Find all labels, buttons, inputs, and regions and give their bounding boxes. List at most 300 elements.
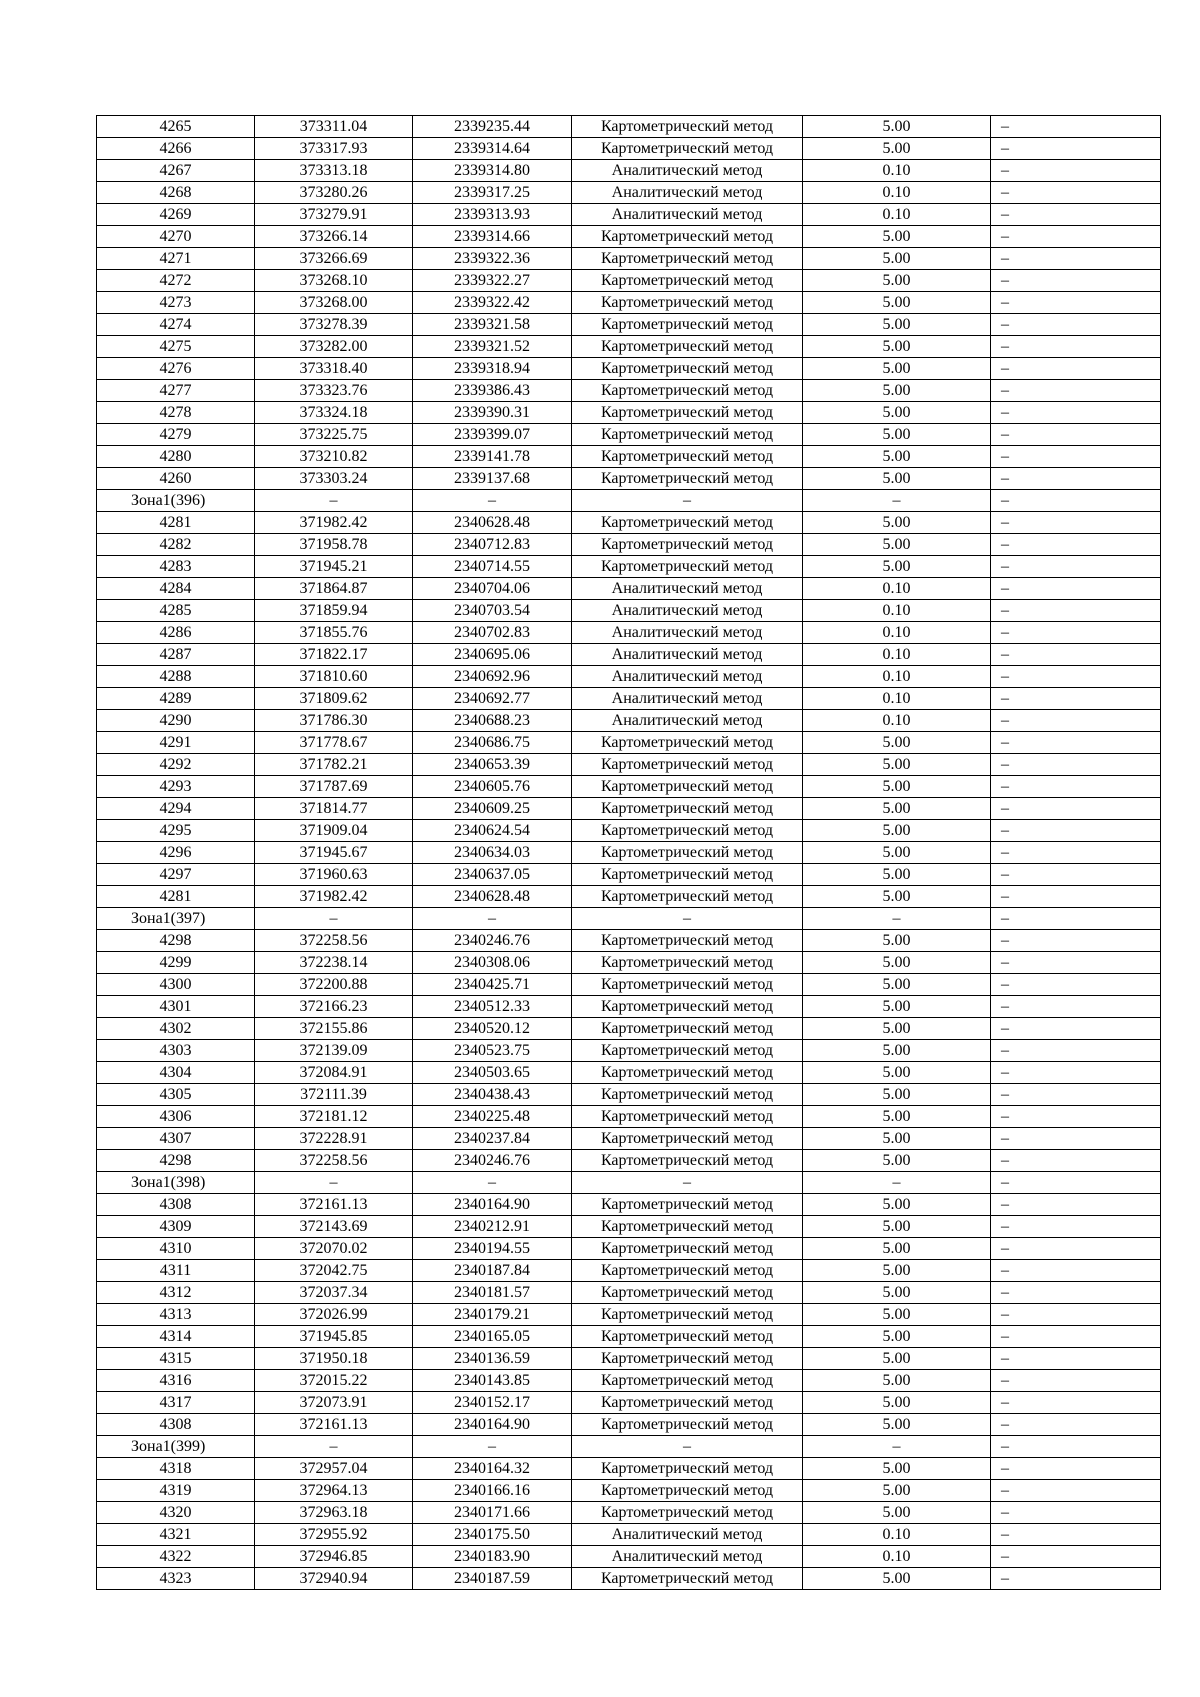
description-cell: – <box>991 930 1161 952</box>
table-row <box>97 160 1161 182</box>
method-cell: Картометрический метод <box>572 248 803 270</box>
point-number-cell: 4278 <box>97 402 255 424</box>
table-row <box>97 886 1161 908</box>
method-cell: – <box>572 1172 803 1194</box>
point-number-cell: 4294 <box>97 798 255 820</box>
point-number-cell: 4267 <box>97 160 255 182</box>
accuracy-cell: 0.10 <box>803 1546 991 1568</box>
coord-x-cell: 372181.12 <box>255 1106 413 1128</box>
accuracy-cell: 5.00 <box>803 468 991 490</box>
method-cell: Картометрический метод <box>572 1370 803 1392</box>
table-row <box>97 974 1161 996</box>
coord-y-cell: 2340695.06 <box>413 644 572 666</box>
description-cell: – <box>991 776 1161 798</box>
method-cell: Картометрический метод <box>572 226 803 248</box>
coord-x-cell: 372238.14 <box>255 952 413 974</box>
method-cell: Картометрический метод <box>572 292 803 314</box>
table-row <box>97 1062 1161 1084</box>
table-row <box>97 336 1161 358</box>
table-row <box>97 402 1161 424</box>
point-number-cell: 4286 <box>97 622 255 644</box>
description-cell: – <box>991 600 1161 622</box>
coord-x-cell: 373311.04 <box>255 116 413 138</box>
coord-y-cell: 2340165.05 <box>413 1326 572 1348</box>
coord-y-cell: 2339317.25 <box>413 182 572 204</box>
description-cell: – <box>991 908 1161 930</box>
table-row <box>97 226 1161 248</box>
table-row <box>97 842 1161 864</box>
method-cell: Картометрический метод <box>572 116 803 138</box>
accuracy-cell: 5.00 <box>803 1568 991 1590</box>
coord-y-cell: 2340702.83 <box>413 622 572 644</box>
description-cell: – <box>991 336 1161 358</box>
point-number-cell: 4311 <box>97 1260 255 1282</box>
coord-x-cell: 371855.76 <box>255 622 413 644</box>
coord-x-cell: 373323.76 <box>255 380 413 402</box>
description-cell: – <box>991 490 1161 512</box>
accuracy-cell: 0.10 <box>803 578 991 600</box>
description-cell: – <box>991 446 1161 468</box>
point-number-cell: 4323 <box>97 1568 255 1590</box>
point-number-cell: 4300 <box>97 974 255 996</box>
coord-y-cell: – <box>413 1436 572 1458</box>
description-cell: – <box>991 1458 1161 1480</box>
method-cell: Картометрический метод <box>572 732 803 754</box>
table-row <box>97 622 1161 644</box>
description-cell: – <box>991 688 1161 710</box>
table-row <box>97 1040 1161 1062</box>
table-row <box>97 248 1161 270</box>
method-cell: Аналитический метод <box>572 578 803 600</box>
coord-y-cell: – <box>413 908 572 930</box>
coord-y-cell: 2340653.39 <box>413 754 572 776</box>
coord-x-cell: 372258.56 <box>255 930 413 952</box>
accuracy-cell: 0.10 <box>803 160 991 182</box>
coord-x-cell: 372042.75 <box>255 1260 413 1282</box>
table-row <box>97 1216 1161 1238</box>
accuracy-cell: 5.00 <box>803 820 991 842</box>
description-cell: – <box>991 1436 1161 1458</box>
accuracy-cell: 0.10 <box>803 182 991 204</box>
method-cell: Картометрический метод <box>572 534 803 556</box>
description-cell: – <box>991 886 1161 908</box>
accuracy-cell: 5.00 <box>803 1084 991 1106</box>
accuracy-cell: 5.00 <box>803 446 991 468</box>
accuracy-cell: 5.00 <box>803 1128 991 1150</box>
point-number-cell: 4272 <box>97 270 255 292</box>
description-cell: – <box>991 1062 1161 1084</box>
accuracy-cell: 5.00 <box>803 1348 991 1370</box>
point-number-cell: 4298 <box>97 930 255 952</box>
coord-x-cell: 371809.62 <box>255 688 413 710</box>
description-cell: – <box>991 1194 1161 1216</box>
point-number-cell: 4312 <box>97 1282 255 1304</box>
coord-x-cell: 372143.69 <box>255 1216 413 1238</box>
coord-x-cell: 373279.91 <box>255 204 413 226</box>
description-cell: – <box>991 754 1161 776</box>
description-cell: – <box>991 424 1161 446</box>
point-number-cell: 4268 <box>97 182 255 204</box>
coord-y-cell: 2339318.94 <box>413 358 572 380</box>
coord-y-cell: 2340179.21 <box>413 1304 572 1326</box>
point-number-cell: 4281 <box>97 512 255 534</box>
table-row <box>97 600 1161 622</box>
coord-x-cell: 373282.00 <box>255 336 413 358</box>
description-cell: – <box>991 622 1161 644</box>
description-cell: – <box>991 248 1161 270</box>
table-row <box>97 138 1161 160</box>
coord-y-cell: 2340246.76 <box>413 1150 572 1172</box>
coord-y-cell: 2340183.90 <box>413 1546 572 1568</box>
description-cell: – <box>991 1480 1161 1502</box>
coord-y-cell: 2340212.91 <box>413 1216 572 1238</box>
coord-y-cell: 2340171.66 <box>413 1502 572 1524</box>
coord-x-cell: 371864.87 <box>255 578 413 600</box>
coord-y-cell: 2340152.17 <box>413 1392 572 1414</box>
method-cell: Картометрический метод <box>572 930 803 952</box>
coord-y-cell: 2340634.03 <box>413 842 572 864</box>
method-cell: Картометрический метод <box>572 1238 803 1260</box>
method-cell: Картометрический метод <box>572 1282 803 1304</box>
point-number-cell: 4288 <box>97 666 255 688</box>
coord-y-cell: 2339141.78 <box>413 446 572 468</box>
description-cell: – <box>991 204 1161 226</box>
description-cell: – <box>991 1018 1161 1040</box>
coord-y-cell: 2339322.42 <box>413 292 572 314</box>
table-row <box>97 1546 1161 1568</box>
method-cell: Картометрический метод <box>572 1304 803 1326</box>
description-cell: – <box>991 1326 1161 1348</box>
coord-x-cell: – <box>255 1172 413 1194</box>
coord-y-cell: 2339321.58 <box>413 314 572 336</box>
coord-x-cell: – <box>255 908 413 930</box>
point-number-cell: 4291 <box>97 732 255 754</box>
accuracy-cell: 5.00 <box>803 1370 991 1392</box>
accuracy-cell: 5.00 <box>803 1502 991 1524</box>
zone-header-row <box>97 1172 1161 1194</box>
coord-x-cell: 372228.91 <box>255 1128 413 1150</box>
description-cell: – <box>991 1370 1161 1392</box>
accuracy-cell: 0.10 <box>803 666 991 688</box>
description-cell: – <box>991 314 1161 336</box>
method-cell: Аналитический метод <box>572 160 803 182</box>
description-cell: – <box>991 864 1161 886</box>
point-number-cell: 4316 <box>97 1370 255 1392</box>
method-cell: Аналитический метод <box>572 644 803 666</box>
coord-x-cell: – <box>255 1436 413 1458</box>
table-row <box>97 754 1161 776</box>
point-number-cell: 4284 <box>97 578 255 600</box>
table-row <box>97 1018 1161 1040</box>
table-row <box>97 1106 1161 1128</box>
description-cell: – <box>991 974 1161 996</box>
point-number-cell: 4287 <box>97 644 255 666</box>
method-cell: Картометрический метод <box>572 1348 803 1370</box>
accuracy-cell: 5.00 <box>803 996 991 1018</box>
coord-y-cell: 2340166.16 <box>413 1480 572 1502</box>
description-cell: – <box>991 1150 1161 1172</box>
table-row <box>97 1326 1161 1348</box>
method-cell: Картометрический метод <box>572 270 803 292</box>
description-cell: – <box>991 182 1161 204</box>
description-cell: – <box>991 578 1161 600</box>
coord-y-cell: 2340692.96 <box>413 666 572 688</box>
accuracy-cell: 5.00 <box>803 1018 991 1040</box>
table-row <box>97 292 1161 314</box>
method-cell: Картометрический метод <box>572 1502 803 1524</box>
table-row <box>97 182 1161 204</box>
accuracy-cell: – <box>803 1436 991 1458</box>
coord-x-cell: 373317.93 <box>255 138 413 160</box>
coord-x-cell: 371822.17 <box>255 644 413 666</box>
description-cell: – <box>991 512 1161 534</box>
coord-x-cell: 371814.77 <box>255 798 413 820</box>
description-cell: – <box>991 1502 1161 1524</box>
point-number-cell: 4309 <box>97 1216 255 1238</box>
accuracy-cell: 5.00 <box>803 754 991 776</box>
coord-x-cell: 373268.00 <box>255 292 413 314</box>
point-number-cell: 4279 <box>97 424 255 446</box>
point-number-cell: 4315 <box>97 1348 255 1370</box>
coord-y-cell: 2340237.84 <box>413 1128 572 1150</box>
coord-y-cell: 2339321.52 <box>413 336 572 358</box>
coord-x-cell: 372155.86 <box>255 1018 413 1040</box>
method-cell: Картометрический метод <box>572 1260 803 1282</box>
coord-y-cell: 2340187.59 <box>413 1568 572 1590</box>
table-row <box>97 270 1161 292</box>
accuracy-cell: 5.00 <box>803 336 991 358</box>
table-row <box>97 1304 1161 1326</box>
table-row <box>97 116 1161 138</box>
table-row <box>97 358 1161 380</box>
coord-x-cell: 372070.02 <box>255 1238 413 1260</box>
method-cell: Картометрический метод <box>572 512 803 534</box>
coord-x-cell: 372139.09 <box>255 1040 413 1062</box>
accuracy-cell: 5.00 <box>803 1216 991 1238</box>
table-row <box>97 776 1161 798</box>
accuracy-cell: 0.10 <box>803 644 991 666</box>
accuracy-cell: 5.00 <box>803 512 991 534</box>
description-cell: – <box>991 1546 1161 1568</box>
table-row <box>97 380 1161 402</box>
accuracy-cell: 5.00 <box>803 776 991 798</box>
table-row <box>97 1348 1161 1370</box>
point-number-cell: 4301 <box>97 996 255 1018</box>
coord-x-cell: 372166.23 <box>255 996 413 1018</box>
table-row <box>97 1414 1161 1436</box>
coord-y-cell: 2340703.54 <box>413 600 572 622</box>
description-cell: – <box>991 644 1161 666</box>
description-cell: – <box>991 1106 1161 1128</box>
description-cell: – <box>991 292 1161 314</box>
table-row <box>97 556 1161 578</box>
point-number-cell: 4277 <box>97 380 255 402</box>
table-row <box>97 1084 1161 1106</box>
point-number-cell: 4306 <box>97 1106 255 1128</box>
coord-x-cell: 372200.88 <box>255 974 413 996</box>
coordinates-table <box>96 115 1161 1590</box>
method-cell: Картометрический метод <box>572 468 803 490</box>
coord-y-cell: 2340181.57 <box>413 1282 572 1304</box>
coord-y-cell: 2340712.83 <box>413 534 572 556</box>
method-cell: Картометрический метод <box>572 424 803 446</box>
coord-x-cell: 371945.67 <box>255 842 413 864</box>
point-number-cell: 4285 <box>97 600 255 622</box>
description-cell: – <box>991 116 1161 138</box>
point-number-cell: 4281 <box>97 886 255 908</box>
method-cell: Картометрический метод <box>572 402 803 424</box>
method-cell: Картометрический метод <box>572 1106 803 1128</box>
zone-header-row <box>97 908 1161 930</box>
coord-y-cell: 2340503.65 <box>413 1062 572 1084</box>
table-row <box>97 512 1161 534</box>
accuracy-cell: 5.00 <box>803 116 991 138</box>
coord-x-cell: 373266.14 <box>255 226 413 248</box>
coord-y-cell: 2339399.07 <box>413 424 572 446</box>
description-cell: – <box>991 358 1161 380</box>
description-cell: – <box>991 820 1161 842</box>
method-cell: Картометрический метод <box>572 336 803 358</box>
description-cell: – <box>991 138 1161 160</box>
point-number-cell: Зона1(399) <box>97 1436 255 1458</box>
point-number-cell: 4320 <box>97 1502 255 1524</box>
coord-x-cell: 371958.78 <box>255 534 413 556</box>
table-row <box>97 1194 1161 1216</box>
zone-header-row <box>97 490 1161 512</box>
coord-x-cell: – <box>255 490 413 512</box>
table-row <box>97 314 1161 336</box>
method-cell: Картометрический метод <box>572 776 803 798</box>
point-number-cell: 4313 <box>97 1304 255 1326</box>
accuracy-cell: 0.10 <box>803 622 991 644</box>
point-number-cell: 4276 <box>97 358 255 380</box>
accuracy-cell: 5.00 <box>803 380 991 402</box>
accuracy-cell: 0.10 <box>803 1524 991 1546</box>
method-cell: Аналитический метод <box>572 182 803 204</box>
method-cell: Аналитический метод <box>572 1524 803 1546</box>
table-row <box>97 952 1161 974</box>
table-row <box>97 1370 1161 1392</box>
coord-y-cell: 2340164.90 <box>413 1194 572 1216</box>
method-cell: – <box>572 1436 803 1458</box>
point-number-cell: 4305 <box>97 1084 255 1106</box>
point-number-cell: 4296 <box>97 842 255 864</box>
method-cell: Картометрический метод <box>572 798 803 820</box>
method-cell: Картометрический метод <box>572 996 803 1018</box>
accuracy-cell: 5.00 <box>803 1106 991 1128</box>
accuracy-cell: 5.00 <box>803 402 991 424</box>
description-cell: – <box>991 798 1161 820</box>
coord-x-cell: 373280.26 <box>255 182 413 204</box>
accuracy-cell: 0.10 <box>803 710 991 732</box>
accuracy-cell: 5.00 <box>803 270 991 292</box>
coord-y-cell: 2340512.33 <box>413 996 572 1018</box>
method-cell: Картометрический метод <box>572 1084 803 1106</box>
coord-x-cell: 372073.91 <box>255 1392 413 1414</box>
accuracy-cell: 5.00 <box>803 732 991 754</box>
description-cell: – <box>991 1282 1161 1304</box>
coord-x-cell: 372964.13 <box>255 1480 413 1502</box>
point-number-cell: 4298 <box>97 1150 255 1172</box>
method-cell: – <box>572 908 803 930</box>
point-number-cell: 4318 <box>97 1458 255 1480</box>
coord-y-cell: 2340164.90 <box>413 1414 572 1436</box>
coord-x-cell: 371786.30 <box>255 710 413 732</box>
point-number-cell: 4274 <box>97 314 255 336</box>
table-row <box>97 798 1161 820</box>
method-cell: Аналитический метод <box>572 622 803 644</box>
coord-x-cell: 373268.10 <box>255 270 413 292</box>
accuracy-cell: 5.00 <box>803 226 991 248</box>
method-cell: Картометрический метод <box>572 1326 803 1348</box>
accuracy-cell: 0.10 <box>803 688 991 710</box>
point-number-cell: 4295 <box>97 820 255 842</box>
coord-x-cell: 372111.39 <box>255 1084 413 1106</box>
coord-y-cell: 2340425.71 <box>413 974 572 996</box>
method-cell: Картометрический метод <box>572 1392 803 1414</box>
point-number-cell: 4293 <box>97 776 255 798</box>
method-cell: Картометрический метод <box>572 446 803 468</box>
point-number-cell: 4265 <box>97 116 255 138</box>
table-row <box>97 644 1161 666</box>
method-cell: Картометрический метод <box>572 1414 803 1436</box>
description-cell: – <box>991 1238 1161 1260</box>
coord-x-cell: 372957.04 <box>255 1458 413 1480</box>
accuracy-cell: – <box>803 1172 991 1194</box>
coord-x-cell: 371859.94 <box>255 600 413 622</box>
accuracy-cell: 5.00 <box>803 424 991 446</box>
coord-y-cell: 2340175.50 <box>413 1524 572 1546</box>
table-row <box>97 1524 1161 1546</box>
method-cell: Картометрический метод <box>572 1480 803 1502</box>
coord-y-cell: 2340164.32 <box>413 1458 572 1480</box>
point-number-cell: 4322 <box>97 1546 255 1568</box>
accuracy-cell: 0.10 <box>803 600 991 622</box>
point-number-cell: 4299 <box>97 952 255 974</box>
method-cell: Аналитический метод <box>572 666 803 688</box>
method-cell: Картометрический метод <box>572 380 803 402</box>
coord-y-cell: 2340624.54 <box>413 820 572 842</box>
coord-y-cell: 2340704.06 <box>413 578 572 600</box>
coord-y-cell: 2340637.05 <box>413 864 572 886</box>
method-cell: – <box>572 490 803 512</box>
coord-x-cell: 371782.21 <box>255 754 413 776</box>
coord-x-cell: 373266.69 <box>255 248 413 270</box>
description-cell: – <box>991 534 1161 556</box>
table-row <box>97 1238 1161 1260</box>
accuracy-cell: 5.00 <box>803 1304 991 1326</box>
table-row <box>97 446 1161 468</box>
accuracy-cell: 5.00 <box>803 138 991 160</box>
method-cell: Картометрический метод <box>572 314 803 336</box>
accuracy-cell: 0.10 <box>803 204 991 226</box>
coord-y-cell: 2340628.48 <box>413 886 572 908</box>
coord-y-cell: 2340609.25 <box>413 798 572 820</box>
method-cell: Аналитический метод <box>572 710 803 732</box>
table-row <box>97 1392 1161 1414</box>
point-number-cell: 4304 <box>97 1062 255 1084</box>
point-number-cell: 4270 <box>97 226 255 248</box>
coord-y-cell: – <box>413 490 572 512</box>
method-cell: Картометрический метод <box>572 1458 803 1480</box>
coord-x-cell: 371960.63 <box>255 864 413 886</box>
accuracy-cell: 5.00 <box>803 534 991 556</box>
description-cell: – <box>991 468 1161 490</box>
point-number-cell: 4310 <box>97 1238 255 1260</box>
table-row <box>97 1458 1161 1480</box>
table-row <box>97 578 1161 600</box>
method-cell: Картометрический метод <box>572 820 803 842</box>
